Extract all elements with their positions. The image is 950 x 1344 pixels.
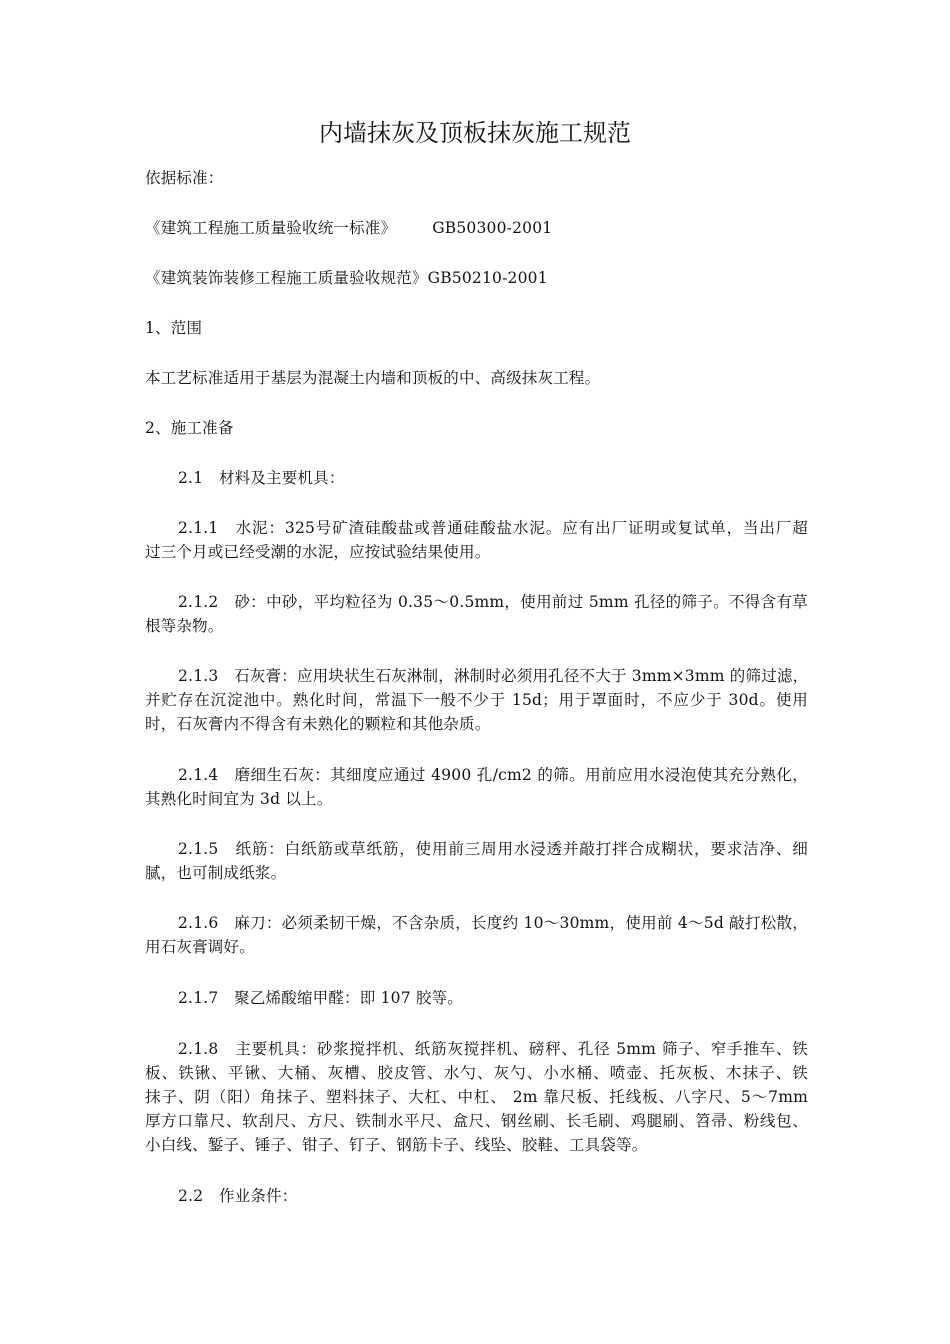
paragraph-line: 2.1.2 砂：中砂，平均粒径为 0.35～0.5mm，使用前过 5mm 孔径的筛子。不得含有草 — [178, 593, 808, 611]
paragraph-line: 用石灰膏调好。 — [145, 938, 255, 956]
standard-code: GB50300-2001 — [432, 219, 553, 237]
section-text: 本工艺标准适用于基层为混凝土内墙和顶板的中、高级抹灰工程。 — [145, 369, 601, 387]
standard-item — [145, 216, 810, 240]
section-heading: 1、范围 — [145, 319, 203, 337]
subsection-heading: 2.1 材料及主要机具： — [178, 469, 345, 487]
paragraph-line: 时，石灰膏内不得含有未熟化的颗粒和其他杂质。 — [145, 715, 491, 733]
paragraph-line: 小白线、錾子、锤子、钳子、钉子、钢筋卡子、线坠、胶鞋、工具袋等。 — [145, 1136, 648, 1154]
paragraph-line: 厚方口靠尺、软刮尺、方尺、铁制水平尺、盒尺、钢丝刷、长毛刷、鸡腿刷、笤帚、粉线包、 — [145, 1112, 808, 1130]
paragraph-line: 2.1.8 主要机具：砂浆搅拌机、纸筋灰搅拌机、磅秤、孔径 5mm 筛子、窄手推车、铁 — [178, 1040, 808, 1058]
paragraph-line: 2.1.6 麻刀：必须柔韧干燥，不含杂质，长度约 10～30mm，使用前 4～5d 敲打松散， — [178, 914, 808, 932]
paragraph-line: 腻，也可制成纸浆。 — [145, 864, 287, 882]
document-title: 内墙抹灰及顶板抹灰施工规范 — [319, 119, 631, 147]
paragraph-line: 2.1.4 磨细生石灰：其细度应通过 4900 孔/cm2 的筛。用前应用水浸泡使其充分熟化， — [178, 766, 808, 784]
paragraph-line: 2.1.3 石灰膏：应用块状生石灰淋制，淋制时必须用孔径不大于 3mm×3mm 的筛过滤， — [178, 667, 809, 685]
standard-item — [145, 266, 810, 290]
paragraph-line: 2.1.1 水泥：325号矿渣硅酸盐或普通硅酸盐水泥。应有出厂证明或复试单，当出厂超 — [178, 519, 808, 537]
section-heading: 2、施工准备 — [145, 419, 234, 437]
paragraph-line: 并贮存在沉淀池中。熟化时间，常温下一般不少于 15d；用于罩面时，不应少于 30d。使用 — [145, 691, 808, 709]
standard-name: 《建筑工程施工质量验收统一标准》 — [145, 219, 397, 237]
paragraph-line: 根等杂物。 — [145, 617, 224, 635]
paragraph-line: 2.1.7 聚乙烯酸缩甲醛：即 107 胶等。 — [178, 989, 463, 1007]
standard-name: 《建筑装饰装修工程施工质量验收规范》 — [145, 269, 428, 287]
paragraph-line: 过三个月或已经受潮的水泥，应按试验结果使用。 — [145, 543, 491, 561]
standard-code: GB50210-2001 — [427, 269, 548, 287]
paragraph-line: 抹子、阴（阳）角抹子、塑料抹子、大杠、中杠、 2m 靠尺板、托线板、八字尺、5～7mm — [145, 1088, 808, 1106]
subsection-heading: 2.2 作业条件： — [178, 1187, 298, 1205]
paragraph-line: 2.1.5 纸筋：白纸筋或草纸筋，使用前三周用水浸透并敲打拌合成糊状，要求洁净、细 — [178, 840, 808, 858]
basis-label: 依据标准： — [145, 169, 224, 187]
paragraph-line: 其熟化时间宜为 3d 以上。 — [145, 790, 333, 808]
paragraph-line: 板、铁锹、平锹、大桶、灰槽、胶皮管、水勺、灰勺、小水桶、喷壶、托灰板、木抹子、铁 — [145, 1064, 808, 1082]
